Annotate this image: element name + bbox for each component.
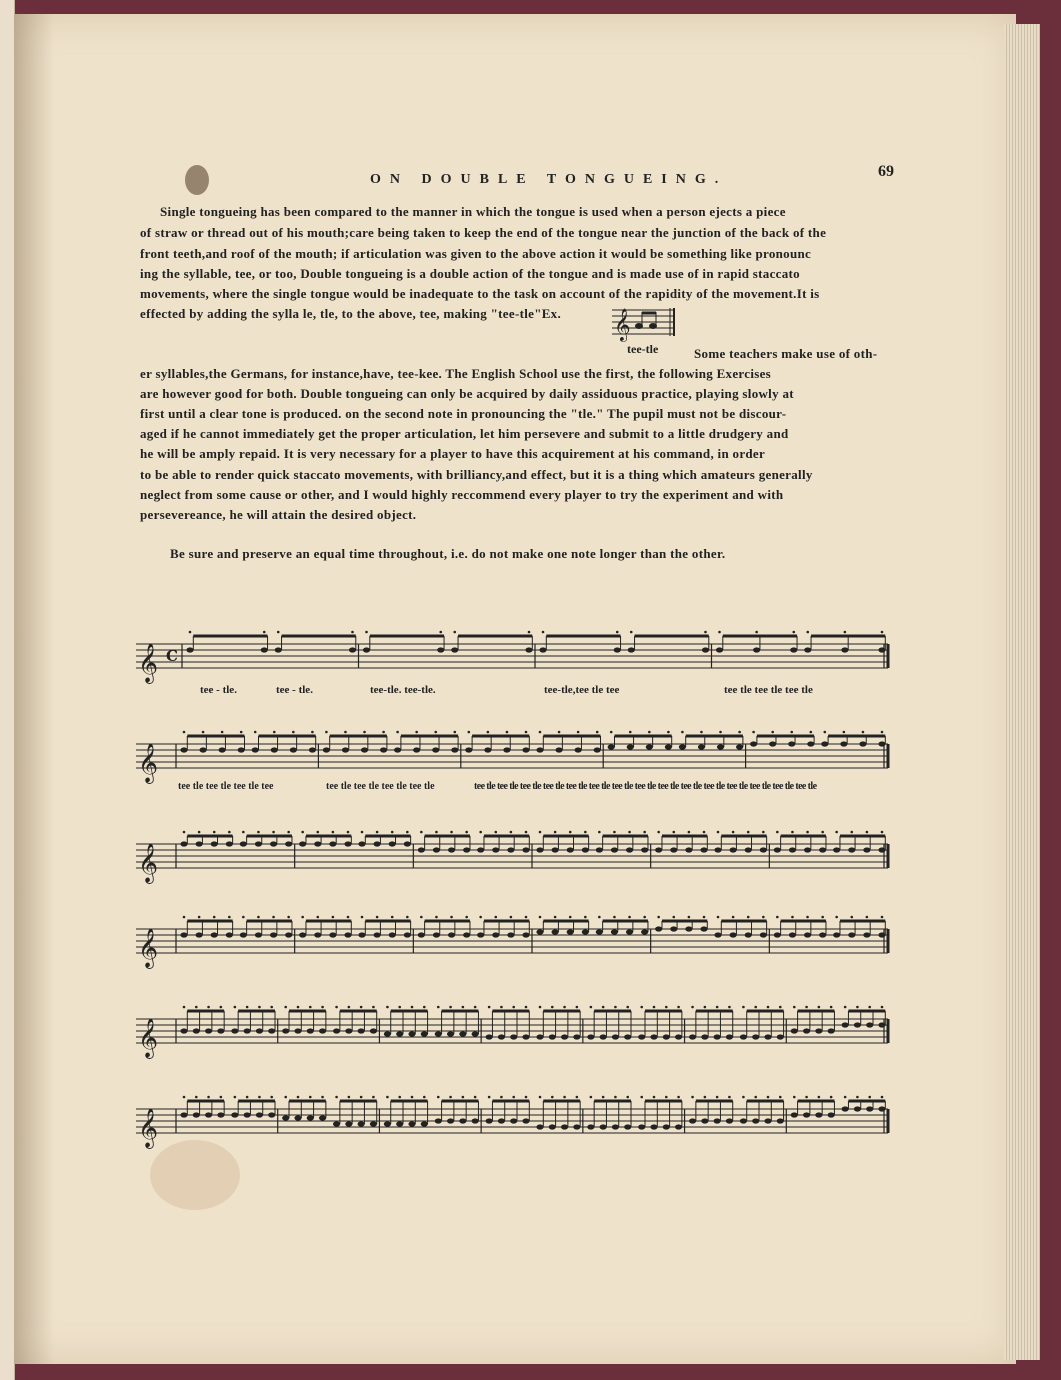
lyric: tee tle tee tle tee tle tee tle: [326, 781, 435, 792]
svg-text:𝄞: 𝄞: [138, 928, 159, 968]
body-line: aged if he cannot immediately get the proper articulation, let him persevere and submit to a little drudgery and: [140, 426, 789, 441]
lyric: tee - tle.: [276, 684, 313, 696]
example-staff: [612, 304, 682, 344]
body-line: he will be amply repaid. It is very necessary for a player to have this acquirement at his command, in order: [140, 446, 766, 461]
page-title: ON DOUBLE TONGUEING.: [370, 172, 728, 187]
svg-text:𝄞: 𝄞: [138, 1018, 159, 1058]
svg-text:𝄞: 𝄞: [138, 1108, 159, 1148]
svg-text:𝄞: 𝄞: [138, 743, 159, 783]
body-line: neglect from some cause or other, and I would highly reccommend every player to try the experiment and with: [140, 487, 784, 502]
continuation-tail: Some teachers make use of oth-: [694, 346, 878, 361]
body-line: of straw or thread out of his mouth;care being taken to keep the end of the tongue near the junction of the back of the: [140, 225, 827, 240]
closing-instruction: Be sure and preserve an equal time throughout, i.e. do not make one note longer than the other.: [170, 546, 726, 561]
lyric: tee tle tee tle tee tle tee: [178, 781, 274, 792]
lyric: tee - tle.: [200, 684, 237, 696]
svg-text:𝄞: 𝄞: [138, 843, 159, 883]
lyric: tee tle tee tle tee tle tee tle tee tle tee tle tee tle tee tle tee tle tee tle tee tle tee tle tee tle tee tle tee tle: [474, 781, 817, 792]
body-line: movements, where the single tongue would be inadequate to the task on account of the rapidity of the movement.It is: [140, 286, 820, 301]
body-line: effected by adding the sylla le, tle, to the above, tee, making "tee-tle"Ex.: [140, 306, 562, 321]
music-staff-3: [136, 830, 896, 890]
svg-text:𝄞: 𝄞: [138, 643, 159, 683]
body-line: persevereance, he will attain the desired object.: [140, 507, 417, 522]
svg-text:C: C: [166, 647, 178, 665]
lyric: tee-tle. tee-tle.: [370, 684, 436, 696]
stain: [185, 165, 209, 195]
gutter-shadow: [14, 14, 54, 1364]
svg-text:𝄞: 𝄞: [614, 308, 631, 341]
body-line: to be able to render quick staccato movements, with brilliancy,and effect, but it is a thing which amateurs generally: [140, 467, 813, 482]
body-line: front teeth,and roof of the mouth; if articulation was given to the above action it would be something like pronounc: [140, 246, 812, 261]
body-line: er syllables,the Germans, for instance,have, tee-kee. The English School use the first, the following Exercises: [140, 366, 772, 381]
music-staff-6: [136, 1095, 896, 1155]
example-label: tee-tle: [627, 342, 659, 356]
previous-page-edge: [0, 0, 15, 1380]
body-line: Single tongueing has been compared to the manner in which the tongue is used when a person ejects a piece: [160, 204, 786, 219]
page-stack-edges: [1004, 24, 1040, 1360]
page-number: 69: [878, 163, 894, 180]
body-line: are however good for both. Double tongueing can only be acquired by daily assiduous practice, playing slowly at: [140, 386, 794, 401]
lyric: tee-tle,tee tle tee: [544, 684, 620, 696]
body-line: first until a clear tone is produced. on the second note in pronouncing the "tle." The pupil must not be discour-: [140, 406, 787, 421]
music-staff-4: [136, 915, 896, 975]
music-staff-1: [136, 630, 896, 690]
music-staff-5: [136, 1005, 896, 1065]
lyric: tee tle tee tle tee tle: [724, 684, 813, 696]
body-line: ing the syllable, tee, or too, Double tongueing is a double action of the tongue and is made use of in rapid staccato: [140, 266, 800, 281]
